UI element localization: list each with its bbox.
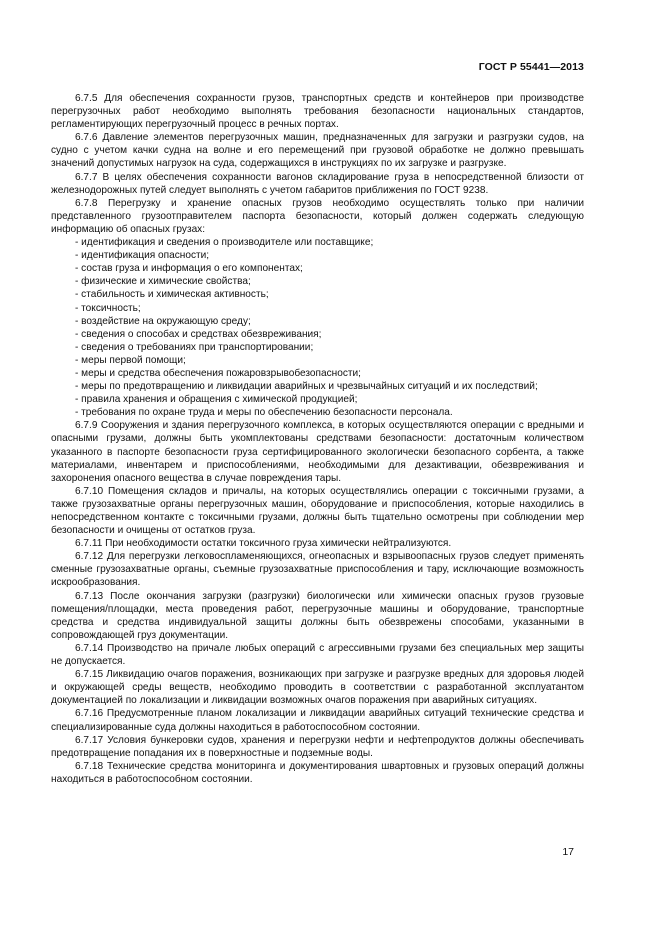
list-item: - стабильность и химическая активность; <box>75 289 269 301</box>
paragraph-6-7-16: 6.7.16 Предусмотренные планом локализации и ликвидации аварийных ситуаций технические средства и специализированные суда должны находиться в работоспособном состоянии. <box>51 708 584 733</box>
paragraph-6-7-8: 6.7.8 Перегрузку и хранение опасных грузов необходимо осуществлять только при наличии представленного грузоотправителем паспорта безопасности, который должен содержать следующую информацию об опасных грузах: <box>51 197 584 235</box>
list-item: - сведения о способах и средствах обезвреживания; <box>75 328 322 340</box>
list-item: - идентификация и сведения о производителе или поставщике; <box>75 237 374 249</box>
paragraph-6-7-9: 6.7.9 Сооружения и здания перегрузочного комплекса, в которых осуществляются операции с вредными и опасными грузами, должны быть укомплектованы средствами безопасности: достаточным количеством указанного в паспорте безопасности груза сертифицированного экологически безопасного сорбента, а также материалами, инвентарем и приспособлениями, необходимыми для дезактивации, обезвреживания и захоронения опасного вещества в случае повреждения тары. <box>51 420 584 484</box>
list-item: - идентификация опасности; <box>75 250 210 262</box>
list-item: - меры и средства обеспечения пожаровзрывобезопасности; <box>75 367 361 379</box>
list-item: - физические и химические свойства; <box>75 276 251 288</box>
paragraph-6-7-7: 6.7.7 В целях обеспечения сохранности вагонов складирование груза в непосредственной близости от железнодорожных путей следует выполнять с учетом габаритов приближения по ГОСТ 9238. <box>51 171 584 196</box>
paragraph-6-7-14: 6.7.14 Производство на причале любых операций с агрессивными грузами без специальных мер защиты не допускается. <box>51 642 584 668</box>
list-item: - воздействие на окружающую среду; <box>75 315 251 327</box>
paragraph-6-7-17: 6.7.17 Условия бункеровки судов, хранения и перегрузки нефти и нефтепродуктов должны обеспечивать предотвращение попадания их в поверхностные и подземные воды. <box>51 734 584 759</box>
paragraph-6-7-12: 6.7.12 Для перегрузки легковоспламеняющихся, огнеопасных и взрывоопасных грузов следует применять сменные грузозахватные органы, съемные грузозахватные приспособления и тару, исключающие возможность искрообразования. <box>51 551 584 589</box>
paragraph-6-7-5: 6.7.5 Для обеспечения сохранности грузов, транспортных средств и контейнеров при производстве перегрузочных работ необходимо выполнять требования безопасности национальных стандартов, регламентирующих перегрузочный процесс в речных портах. <box>51 93 584 131</box>
paragraph-6-7-18: 6.7.18 Технические средства мониторинга и документирования швартовных и грузовых операций должны находиться в работоспособном состоянии. <box>51 760 584 785</box>
list-item: - сведения о требованиях при транспортировании; <box>75 341 314 353</box>
list-item: - требования по охране труда и меры по обеспечению безопасности персонала. <box>75 407 453 419</box>
document-body <box>51 92 584 786</box>
paragraph-6-7-13: 6.7.13 После окончания загрузки (разгрузки) биологически или химически опасных грузов грузовые помещения/площадки, места проведения работ, перегрузочные машины и оборудование, транспортные средства и средства индивидуальной защиты должны быть обезврежены способами, указанными в сопровождающей груз документации. <box>51 590 584 641</box>
paragraph-6-7-6: 6.7.6 Давление элементов перегрузочных машин, предназначенных для загрузки и разгрузки судов, на судно с учетом качки судна на волне и его перемещений при грузовой обработке не должно превышать значений допустимых нагрузок на суда, содержащихся в инструкциях по их загрузке и разгрузке. <box>51 132 584 170</box>
list-item: - меры по предотвращению и ликвидации аварийных и чрезвычайных ситуаций и их последствий; <box>75 381 538 393</box>
paragraph-6-7-11: 6.7.11 При необходимости остатки токсичного груза химически нейтрализуются. <box>75 538 452 550</box>
page-number: 17 <box>562 846 574 858</box>
list-item: - правила хранения и обращения с химической продукцией; <box>75 394 358 406</box>
document-code-header: ГОСТ Р 55441—2013 <box>478 61 584 73</box>
list-item: - токсичность; <box>75 302 141 314</box>
paragraph-6-7-15: 6.7.15 Ликвидацию очагов поражения, возникающих при загрузке и разгрузке вредных для здоровья людей и окружающей среды веществ, необходимо проводить в соответствии с разработанной эксплуатантом документацией по локализации и ликвидации возможных очагов поражения при аварийных ситуациях. <box>51 669 584 707</box>
list-item: - меры первой помощи; <box>75 354 186 366</box>
list-item: - состав груза и информация о его компонентах; <box>75 263 303 275</box>
paragraph-6-7-10: 6.7.10 Помещения складов и причалы, на которых осуществлялись операции с токсичными грузами, а также грузозахватные органы перегрузочных машин, оборудование и приспособления, которые находились в непосредственном контакте с токсичными грузами, должны быть тщательно осмотрены при соблюдении мер безопасности и очищены от остатков груза. <box>51 485 584 537</box>
